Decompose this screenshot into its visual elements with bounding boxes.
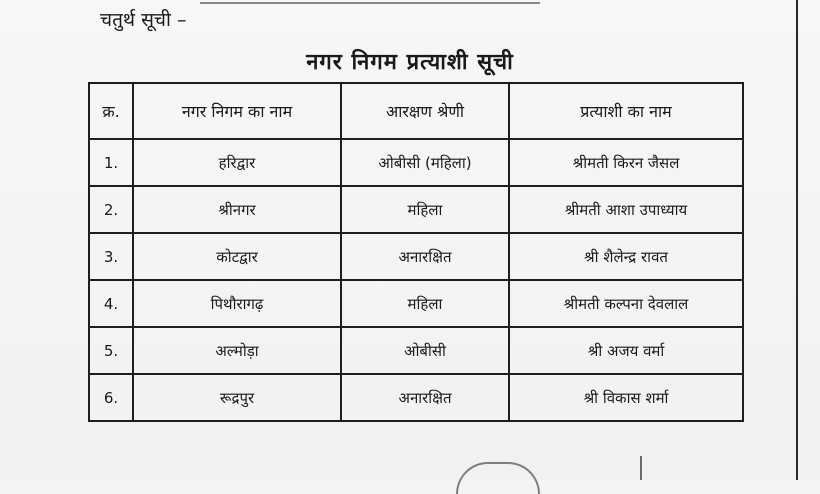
cell-serial: 5. (89, 327, 133, 374)
table-row (89, 186, 743, 233)
candidate-table (88, 82, 744, 422)
cell-serial: 1. (89, 139, 133, 186)
cell-candidate: श्री विकास शर्मा (509, 374, 743, 421)
table-header-row (89, 83, 743, 139)
cell-candidate: श्रीमती किरन जैसल (509, 139, 743, 186)
cell-corporation: हरिद्वार (133, 139, 341, 186)
cell-serial: 2. (89, 186, 133, 233)
cell-reservation: अनारक्षित (341, 374, 509, 421)
top-rule (200, 0, 540, 4)
header-candidate: प्रत्याशी का नाम (509, 83, 743, 139)
cell-reservation: ओबीसी (महिला) (341, 139, 509, 186)
header-corporation: नगर निगम का नाम (133, 83, 341, 139)
cell-candidate: श्रीमती कल्पना देवलाल (509, 280, 743, 327)
cell-serial: 6. (89, 374, 133, 421)
document-title: नगर निगम प्रत्याशी सूची (306, 50, 514, 75)
table-row (89, 280, 743, 327)
cell-corporation: अल्मोड़ा (133, 327, 341, 374)
table-row (89, 233, 743, 280)
signature-stroke (640, 456, 642, 480)
cell-corporation: रूद्रपुर (133, 374, 341, 421)
table-row (89, 327, 743, 374)
cell-reservation: अनारक्षित (341, 233, 509, 280)
cell-candidate: श्री शैलेन्द्र रावत (509, 233, 743, 280)
cell-corporation: श्रीनगर (133, 186, 341, 233)
cell-corporation: कोटद्वार (133, 233, 341, 280)
cell-candidate: श्री अजय वर्मा (509, 327, 743, 374)
header-reservation: आरक्षण श्रेणी (341, 83, 509, 139)
cell-reservation: महिला (341, 280, 509, 327)
cell-reservation: महिला (341, 186, 509, 233)
cell-reservation: ओबीसी (341, 327, 509, 374)
header-serial: क्र. (89, 83, 133, 139)
cell-corporation: पिथौरागढ़ (133, 280, 341, 327)
cell-candidate: श्रीमती आशा उपाध्याय (509, 186, 743, 233)
table-row (89, 139, 743, 186)
cell-serial: 4. (89, 280, 133, 327)
cell-serial: 3. (89, 233, 133, 280)
table-row (89, 374, 743, 421)
signature-mark (456, 462, 540, 494)
list-heading: चतुर्थ सूची – (100, 9, 187, 31)
